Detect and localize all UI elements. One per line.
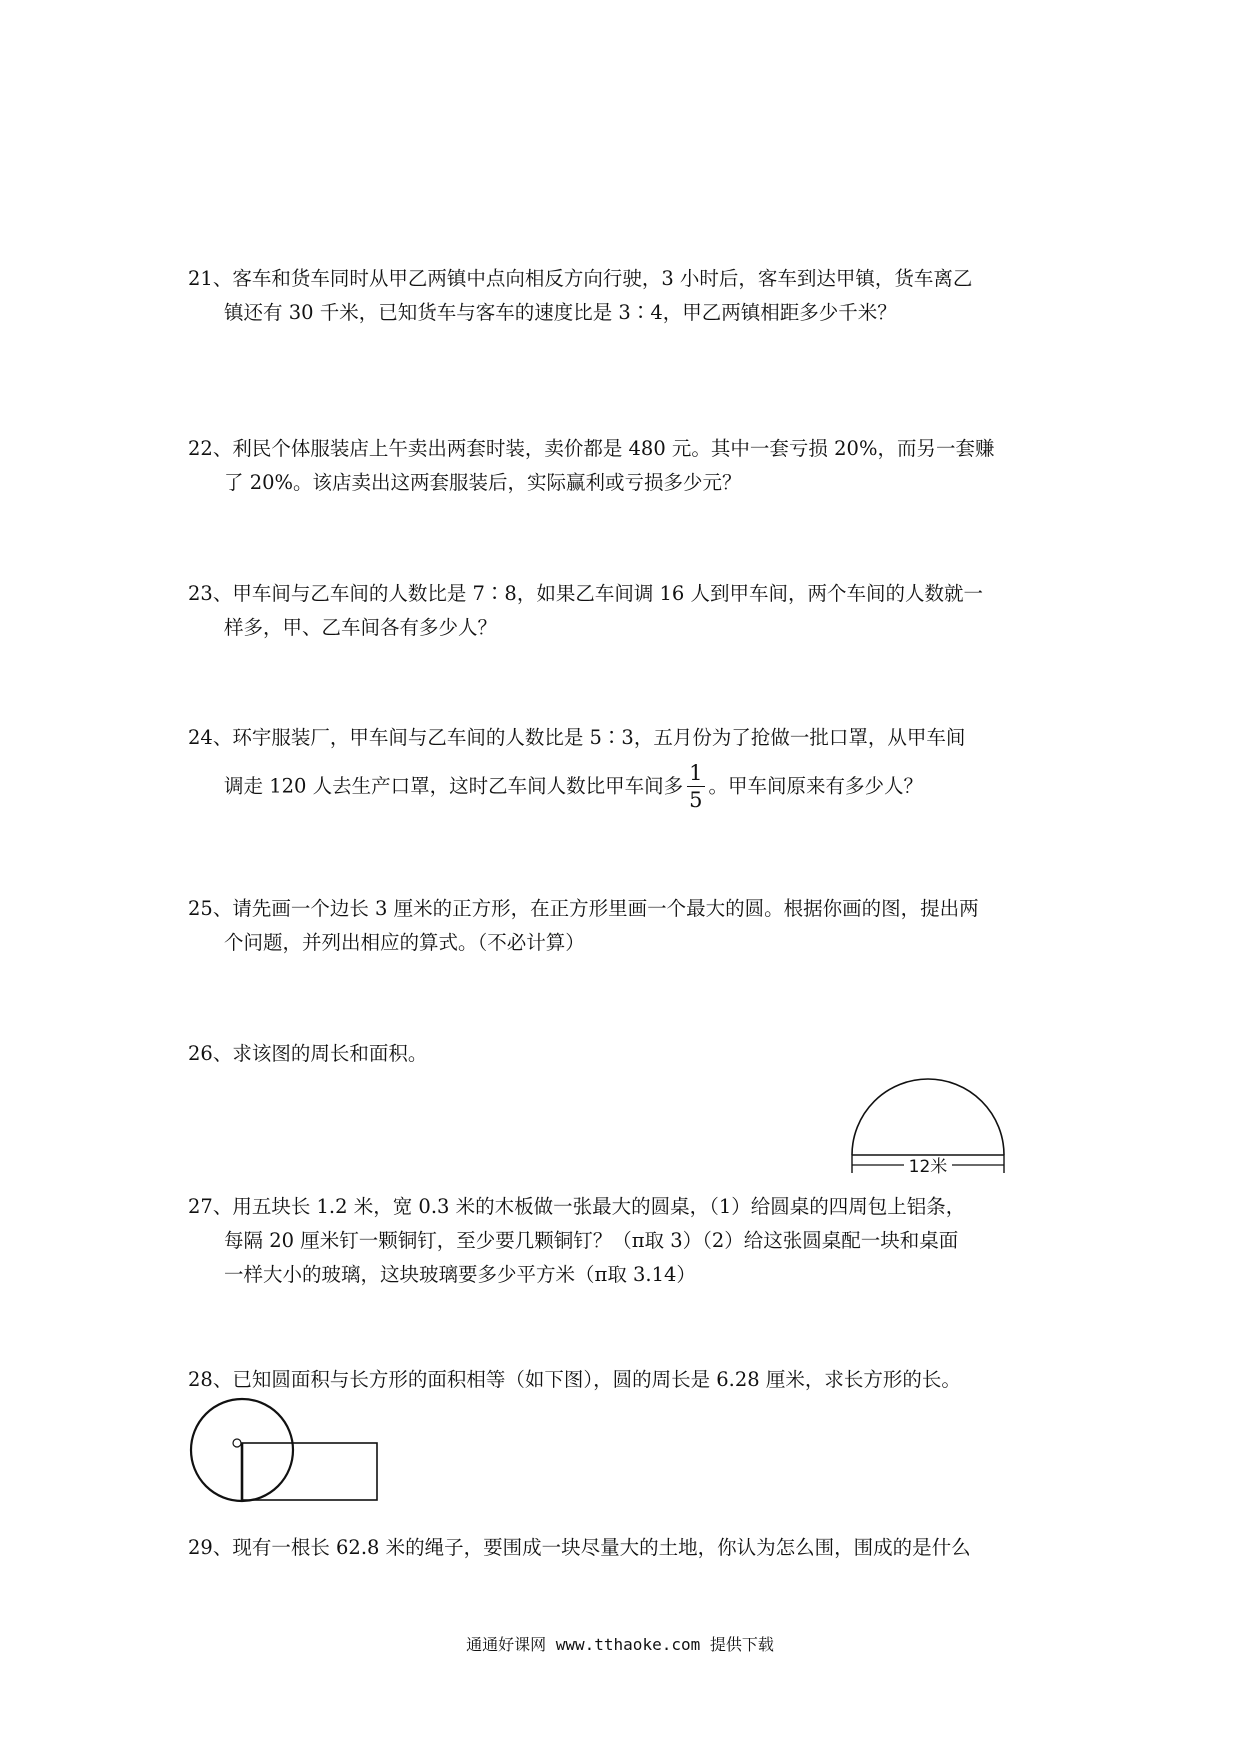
circle-rectangle-figure [185,1393,385,1513]
circle-center [233,1439,241,1447]
question-text: 镇还有 30 千米，已知货车与客车的速度比是 3∶4，甲乙两镇相距多少千米？ [224,301,897,324]
question-28 [188,1363,1068,1397]
semicircle-figure [840,1055,1020,1175]
question-text [188,763,1068,811]
question-text-part: 调走 120 人去生产口罩，这时乙车间人数比甲车间多 [224,774,684,798]
question-text: 了 20%。该店卖出这两套服装后，实际赢利或亏损多少元？ [224,471,742,494]
question-text: 个问题，并列出相应的算式。（不必计算） [224,931,585,954]
question-text: 28、已知圆面积与长方形的面积相等（如下图），圆的周长是 6.28 厘米，求长方形的长。 [188,1368,961,1391]
dimension-label: 12米 [908,1157,948,1175]
question-25 [188,892,1068,960]
question-text-part: 。甲车间原来有多少人？ [708,774,924,798]
question-text: 26、求该图的周长和面积。 [188,1042,428,1065]
question-23 [188,577,1068,645]
question-text: 27、用五块长 1.2 米，宽 0.3 米的木板做一张最大的圆桌，（1）给圆桌的四周包上铝条， [188,1195,966,1218]
fraction [687,763,704,811]
fraction-numerator: 1 [689,761,703,785]
question-text: 23、甲车间与乙车间的人数比是 7∶8，如果乙车间调 16 人到甲车间，两个车间的人数就一 [188,582,984,605]
question-text: 样多，甲、乙车间各有多少人？ [224,616,498,639]
question-text: 21、客车和货车同时从甲乙两镇中点向相反方向行驶，3 小时后，客车到达甲镇，货车离乙 [188,267,973,290]
question-24 [188,721,1068,811]
question-text: 22、利民个体服装店上午卖出两套时装，卖价都是 480 元。其中一套亏损 20%，而另一套赚 [188,437,995,460]
question-text: 29、现有一根长 62.8 米的绳子，要围成一块尽量大的土地，你认为怎么围，围成的是什么 [188,1536,971,1559]
question-22 [188,432,1068,500]
question-text: 24、环宇服装厂，甲车间与乙车间的人数比是 5∶3，五月份为了抢做一批口罩，从甲车间 [188,726,966,749]
question-27 [188,1190,1068,1292]
page-footer: 通通好课网 www.tthaoke.com 提供下载 [466,1635,774,1654]
question-text: 一样大小的玻璃，这块玻璃要多少平方米（π取 3.14） [224,1263,696,1286]
question-29 [188,1531,1068,1565]
semicircle-arc [852,1079,1004,1155]
rectangle-shape [242,1443,377,1500]
fraction-denominator: 5 [689,788,703,812]
question-text: 25、请先画一个边长 3 厘米的正方形，在正方形里画一个最大的圆。根据你画的图，提出两 [188,897,979,920]
question-text: 每隔 20 厘米钉一颗铜钉，至少要几颗铜钉？（π取 3）（2）给这张圆桌配一块和桌面 [224,1229,959,1252]
question-21 [188,262,1068,330]
